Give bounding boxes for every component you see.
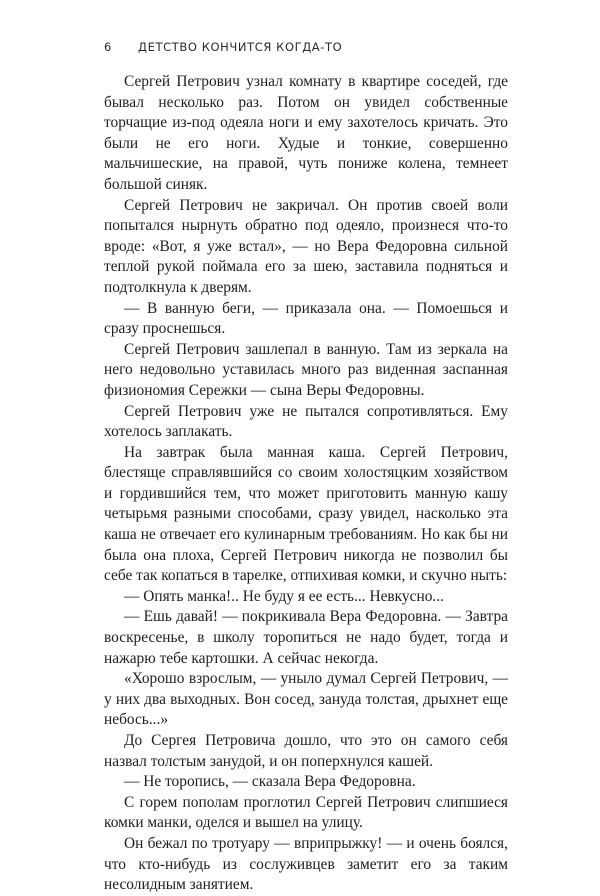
paragraph: На завтрак была манная каша. Сергей Петрович, блестяще справлявшийся со своим холостяцким хозяйством и гордившийся тем, что может приготовить манную кашу четырьмя разными способами, сразу увидел, насколько эта каша не отвечает его кулинарным требованиям. Но как бы ни была она плоха, Сергей Петрович никогда не позволил бы себе так копаться в тарелке, отпихивая комки, и скучно ныть: xyxy=(104,443,508,585)
paragraph: — В ванную беги, — приказала она. — Помоешься и сразу проснешься. xyxy=(104,299,508,338)
paragraph: Сергей Петрович не закричал. Он против своей воли попытался нырнуть обратно под одеяло, произнеся что-то вроде: «Вот, я уже встал», — но Вера Федоровна сильной теплой рукой поймала его за шею, заставила подняться и подтолкнула к дверям. xyxy=(104,196,508,296)
paragraph: — Опять манка!.. Не буду я ее есть... Невкусно... xyxy=(124,587,444,605)
paragraph: Сергей Петрович зашлепал в ванную. Там из зеркала на него недовольно уставилась много раз виденная заспанная физиономия Сережки — сына Веры Федоровны. xyxy=(104,340,508,399)
running-header xyxy=(104,40,342,54)
paragraph: Он бежал по тротуару — вприпрыжку! — и очень боялся, что кто-нибудь из сослуживцев заметит его за таким несолидным занятием. xyxy=(104,834,508,894)
body-text xyxy=(104,72,508,896)
paragraph: До Сергея Петровича дошло, что это он самого себя назвал толстым занудой, и он поперхнулся кашей. xyxy=(104,732,508,770)
paragraph: — Не торопись, — сказала Вера Федоровна. xyxy=(124,773,416,791)
paragraph: «Хорошо взрослым, — уныло думал Сергей Петрович, — у них два выходных. Вон сосед, зануда толстая, дрыхнет еще небось...» xyxy=(104,670,508,729)
paragraph: Сергей Петрович уже не пытался сопротивляться. Ему хотелось заплакать. xyxy=(104,402,508,441)
book-title: ДЕТСТВО КОНЧИТСЯ КОГДА-ТО xyxy=(138,40,343,54)
paragraph: Сергей Петрович узнал комнату в квартире соседей, где бывал несколько раз. Потом он увидел собственные торчащие из-под одеяла ноги и ему захотелось кричать. Это были не его ноги. Худые и тонкие, совершенно мальчишеские, на правой, чуть пониже колена, темнеет большой синяк. xyxy=(104,73,508,193)
paragraph: — Ешь давай! — покрикивала Вера Федоровна. — Завтра воскресенье, в школу торопиться не надо будет, тогда и нажарю тебе картошки. А сейчас некогда. xyxy=(104,608,508,667)
page-number: 6 xyxy=(104,40,112,54)
paragraph: С горем пополам проглотил Сергей Петрович слипшиеся комки манки, оделся и вышел на улицу. xyxy=(104,793,508,832)
